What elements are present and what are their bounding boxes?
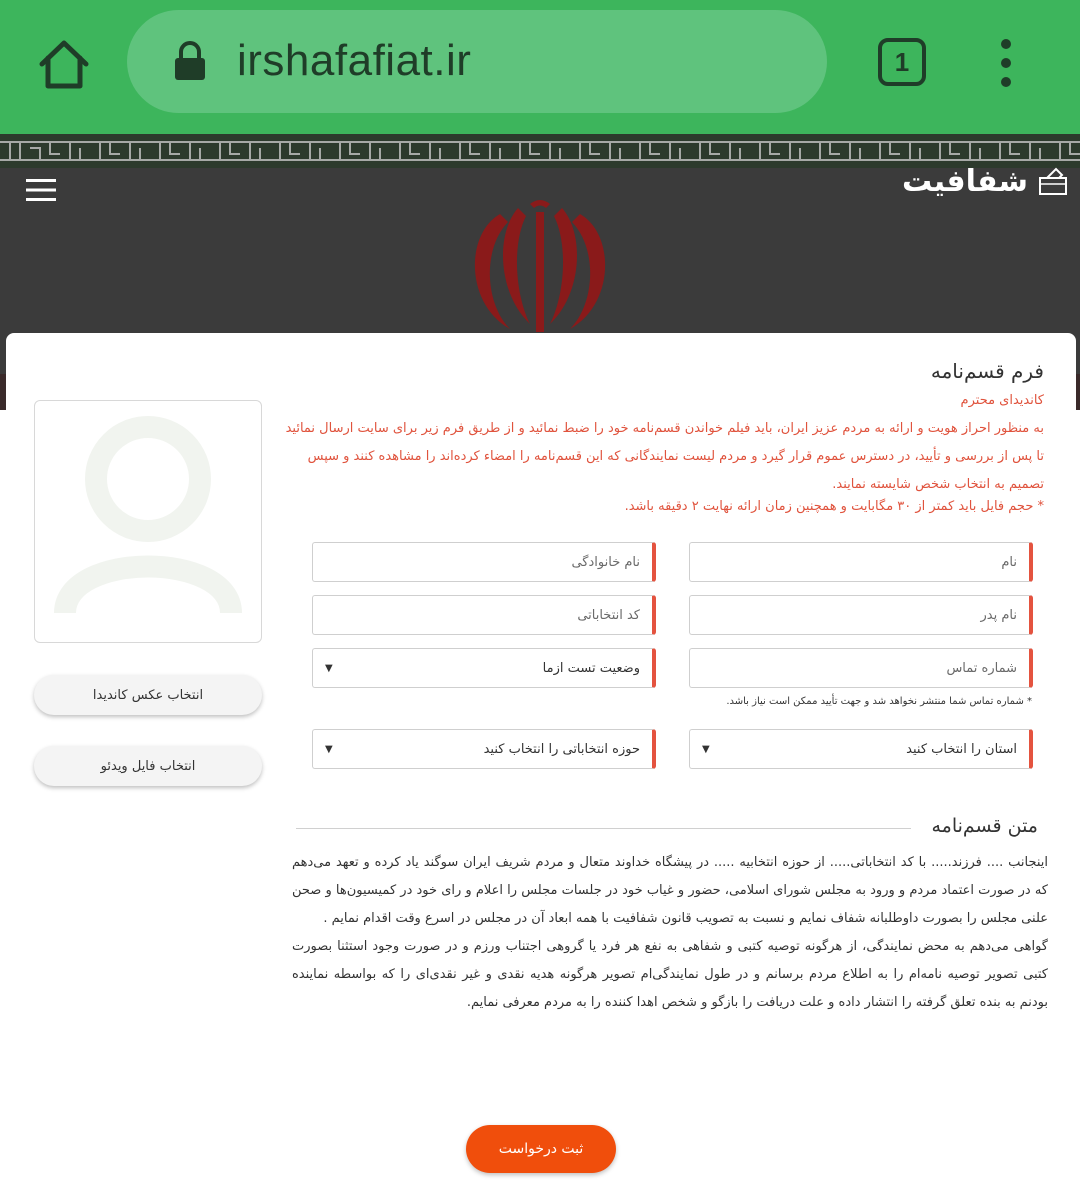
site-title[interactable]: شفافیت: [901, 164, 1028, 199]
lock-icon: [170, 40, 210, 82]
url-text[interactable]: irshafafiat.ir: [237, 36, 472, 85]
hamburger-menu-icon[interactable]: [26, 178, 56, 202]
flag-pattern-strip: [0, 134, 1080, 168]
form-instructions: به منظور احراز هویت و ارائه به مردم عزیز ایران، باید فیلم خواندن قسم‌نامه خود را ضبط نمائید و از طریق فرم زیر برای سایت ارسال نمائید تا پس از بررسی و تأیید، در دسترس عموم قرار گیرد و مردم لیست نمایندگانی که این قسم‌نامه را امضاء کرده‌اند را مشاهده کنند و سپس تصمیم به انتخاب شخص شایسته نمایند.: [285, 421, 1044, 492]
first-name-input[interactable]: نام: [689, 542, 1033, 582]
oath-text: [292, 849, 1048, 1017]
oath-paragraph: گواهی می‌دهم به محض نمایندگی، از هرگونه توصیه کتبی و شفاهی به نفع هر فرد یا گروهی اجتناب ورزم و در صورت وجود استثنا بصورت کتبی تصویر توصیه نامه‌ام را به اطلاع مردم برسانم و در طول نمایندگی‌ام تصویر هرگونه هدیه نقدی و غیر نقدی‌ای را که بواسطه نماینده بودنم به بنده تعلق گرفته را انتشار داده و علت دریافت را بازگو و شخص اهدا کننده را به مردم معرفی نمایم.: [292, 939, 1048, 1010]
form-card: [6, 333, 1076, 1200]
dropdown-caret-icon: ▼: [325, 662, 333, 674]
submit-request-button[interactable]: ثبت درخواست: [466, 1125, 616, 1173]
home-icon[interactable]: [36, 36, 92, 92]
select-video-button[interactable]: انتخاب فایل ویدئو: [34, 746, 262, 786]
form-title: فرم قسم‌نامه: [930, 359, 1044, 383]
oath-paragraph: اینجانب .... فرزند..... با کد انتخاباتی..... از حوزه انتخابیه ..... در پیشگاه خداوند متعال و مردم شریف ایران سوگند یاد کرده و تعهد می‌دهم که در صورت اعتماد مردم و ورود به مجلس شورای اسلامی، حضور و غیاب خود در جلسات مجلس را اعلام و رای خود در کمیسیون‌ها و صحن علنی مجلس را بصورت داوطلبانه شفاف نمایم و نسبت به تصویب قانون شفافیت با همه ابعاد آن در مجلس در اسرع وقت اقدام نمایم .: [292, 855, 1048, 926]
candidate-photo-placeholder: [34, 400, 262, 643]
form-subtitle: کاندیدای محترم: [960, 393, 1044, 408]
address-bar[interactable]: [127, 10, 827, 113]
emblem-icon: [460, 194, 620, 334]
election-code-input[interactable]: کد انتخاباتی: [312, 595, 656, 635]
more-vertical-icon[interactable]: [996, 38, 1016, 88]
district-select-value: حوزه انتخاباتی را انتخاب کنید: [483, 741, 640, 757]
phone-input[interactable]: شماره تماس: [689, 648, 1033, 688]
dropdown-caret-icon: ▼: [702, 743, 710, 755]
test-status-select[interactable]: [312, 648, 656, 688]
user-avatar-icon: [35, 401, 261, 642]
phone-note: * شماره تماس شما منتشر نخواهد شد و جهت تأیید ممکن است نیاز باشد.: [726, 696, 1032, 707]
test-status-select-value: وضعیت تست ازما: [542, 660, 640, 676]
file-size-note: * حجم فایل باید کمتر از ۳۰ مگابایت و همچنین زمان ارائه نهایت ۲ دقیقه باشد.: [624, 499, 1044, 514]
oath-section-title: متن قسم‌نامه: [915, 815, 1038, 837]
province-select[interactable]: [689, 729, 1033, 769]
father-name-input[interactable]: نام پدر: [689, 595, 1033, 635]
last-name-input[interactable]: نام خانوادگی: [312, 542, 656, 582]
province-select-value: استان را انتخاب کنید: [906, 741, 1017, 757]
district-select[interactable]: [312, 729, 656, 769]
tabs-button[interactable]: 1: [878, 38, 926, 86]
browser-toolbar: [0, 0, 1080, 134]
dropdown-caret-icon: ▼: [325, 743, 333, 755]
ballot-box-icon: [1038, 166, 1068, 196]
select-photo-button[interactable]: انتخاب عکس کاندیدا: [34, 675, 262, 715]
section-divider: [296, 828, 911, 829]
